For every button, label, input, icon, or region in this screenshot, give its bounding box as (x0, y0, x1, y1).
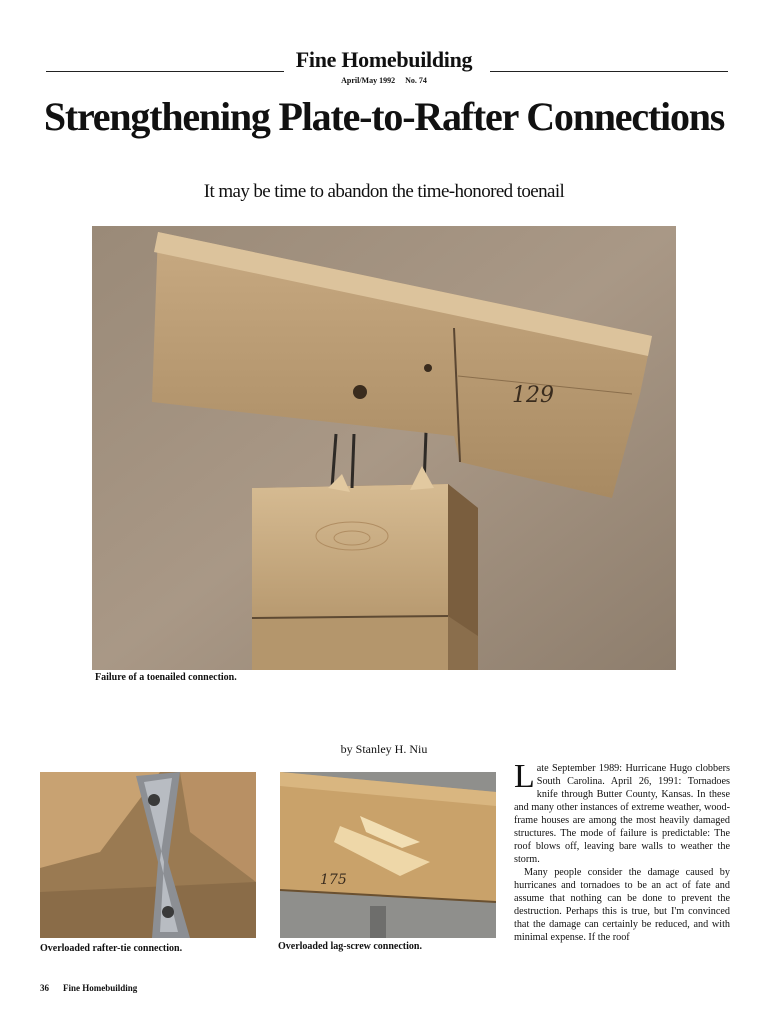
toenailed-connection-illustration (92, 226, 676, 670)
lag-screw-illustration (280, 772, 496, 938)
rafter-tie-illustration (40, 772, 256, 938)
body-paragraph: Many people consider the damage caused by hurricanes and tornadoes to be an act of fate and assume that nothing can be done to prevent the destruction. Perhaps this is true, but I'm convinced that the damage can certainly be reduced, and with minimal expense. If the roof (514, 867, 730, 943)
issue-date: April/May 1992 (341, 76, 396, 85)
lag-screw-caption: Overloaded lag-screw connection. (278, 941, 422, 952)
main-photo (92, 226, 676, 670)
rafter-tie-photo (40, 772, 256, 938)
lag-screw-photo (280, 772, 496, 938)
main-photo-caption: Failure of a toenailed connection. (95, 672, 237, 683)
paragraph-text: ate September 1989: Hurricane Hugo clobbers South Carolina. April 26, 1991: Tornadoes knife through Butter County, Kansas. In these and many other instances of extreme weather, wood-frame houses are among the most heavily damaged structures. The mode of failure is predictable: The roof blows off, leaving bare walls to weather the storm. (514, 763, 730, 865)
article-subtitle: It may be time to abandon the time-honored toenail (203, 181, 565, 202)
rafter-number-label: 129 (512, 383, 554, 408)
magazine-masthead: Fine Homebuilding (295, 47, 473, 72)
page-footer (40, 983, 137, 993)
page-number: 36 (40, 983, 49, 993)
issue-number: No. 74 (405, 76, 427, 85)
lag-screw-number-label: 175 (320, 872, 347, 888)
article-body (514, 758, 730, 944)
article-byline: by Stanley H. Niu (340, 742, 428, 756)
body-paragraph (514, 758, 730, 866)
footer-magazine: Fine Homebuilding (63, 983, 138, 993)
article-title: Strengthening Plate-to-Rafter Connections (43, 94, 725, 139)
rafter-tie-caption: Overloaded rafter-tie connection. (40, 943, 183, 954)
issue-line (0, 76, 768, 85)
drop-cap: L (514, 758, 535, 795)
